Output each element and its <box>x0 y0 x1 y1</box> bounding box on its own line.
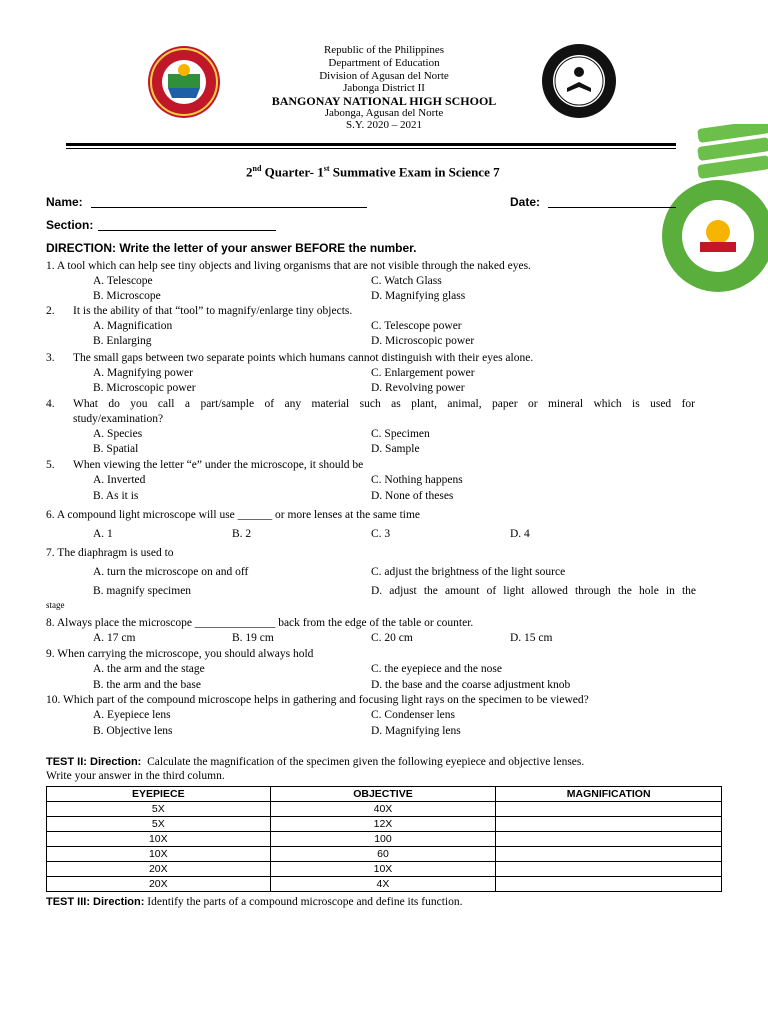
q3-option-a: A. Magnifying power <box>93 367 193 379</box>
q8-option-d: D. 15 cm <box>510 632 553 644</box>
q9-option-d: D. the base and the coarse adjustment knob <box>371 679 571 691</box>
objective-cell: 10X <box>270 862 496 877</box>
magnification-answer-cell[interactable] <box>496 877 722 892</box>
q3-option-b: B. Microscopic power <box>93 382 196 394</box>
test3-label: TEST III: Direction: <box>46 896 145 908</box>
q5-option-c: C. Nothing happens <box>371 474 463 486</box>
q5-option-b: B. As it is <box>93 490 139 502</box>
q1-option-b: B. Microscope <box>93 290 161 302</box>
magnification-table <box>46 786 722 892</box>
school-year: S.Y. 2020 – 2021 <box>346 119 422 131</box>
q9-option-a: A. the arm and the stage <box>93 663 205 675</box>
question-9: 9. When carrying the microscope, you should always hold <box>46 648 314 660</box>
name-field[interactable] <box>91 197 367 208</box>
eyepiece-cell: 5X <box>47 802 271 817</box>
section-field[interactable] <box>98 220 276 231</box>
question-4: What do you call a part/sample of any material such as plant, animal, paper or mineral which is used for <box>73 398 695 410</box>
eyepiece-cell: 5X <box>47 817 271 832</box>
col-eyepiece-header: EYEPIECE <box>47 787 271 802</box>
header-rule-thick <box>66 143 676 146</box>
q8-option-b: B. 19 cm <box>232 632 274 644</box>
header-republic: Republic of the Philippines <box>323 44 445 56</box>
q10-option-c: C. Condenser lens <box>371 709 456 721</box>
table-row <box>47 877 722 892</box>
question-10: 10. Which part of the compound microscope helps in gathering and focusing light rays on the specimen to be viewed? <box>46 694 589 706</box>
test2-direction <box>46 756 584 768</box>
test3-text: Identify the parts of a compound microscope and define its function. <box>147 896 463 908</box>
magnification-answer-cell[interactable] <box>496 832 722 847</box>
test2-text-cont: Write your answer in the third column. <box>46 770 225 782</box>
q4-number: 4. <box>46 398 55 410</box>
q2-option-c: C. Telescope power <box>371 320 462 332</box>
q6-option-a: A. 1 <box>93 528 113 540</box>
q4-option-b: B. Spatial <box>93 443 139 455</box>
q10-option-a: A. Eyepiece lens <box>93 709 171 721</box>
q2-number: 2. <box>46 305 55 317</box>
question-8: 8. Always place the microscope ______________ back from the edge of the table or counter. <box>46 617 474 629</box>
q6-option-c: C. 3 <box>371 528 391 540</box>
q7-option-b: B. magnify specimen <box>93 585 192 597</box>
magnification-answer-cell[interactable] <box>496 847 722 862</box>
table-header-row <box>47 787 722 802</box>
section-label: Section: <box>46 218 94 232</box>
col-magnification-header: MAGNIFICATION <box>496 787 722 802</box>
objective-cell: 60 <box>270 847 496 862</box>
q4-option-d: D. Sample <box>371 443 420 455</box>
q2-option-d: D. Microscopic power <box>371 335 475 347</box>
q7-option-d-cont: stage <box>46 600 65 610</box>
q1-option-c: C. Watch Glass <box>371 275 442 287</box>
test3-direction <box>46 896 462 908</box>
q8-option-a: A. 17 cm <box>93 632 136 644</box>
q3-option-c: C. Enlargement power <box>371 367 475 379</box>
objective-cell: 4X <box>270 877 496 892</box>
question-6: 6. A compound light microscope will use ______ or more lenses at the same time <box>46 509 421 521</box>
date-field[interactable] <box>548 197 676 208</box>
q6-option-d: D. 4 <box>510 528 530 540</box>
q10-option-b: B. Objective lens <box>93 725 173 737</box>
question-1: 1. A tool which can help see tiny objects and living organisms that are not visible through the naked eyes. <box>46 260 531 272</box>
question-5: When viewing the letter “e” under the microscope, it should be <box>73 459 364 471</box>
q4-option-a: A. Species <box>93 428 143 440</box>
header-division: Division of Agusan del Norte <box>319 70 449 82</box>
school-name: BANGONAY NATIONAL HIGH SCHOOL <box>271 94 497 108</box>
q7-option-a: A. turn the microscope on and off <box>93 566 249 578</box>
test2-label: TEST II: Direction: <box>46 756 142 768</box>
eyepiece-cell: 10X <box>47 832 271 847</box>
objective-cell: 100 <box>270 832 496 847</box>
exam-title: 2nd Quarter- 1st Summative Exam in Science 7 <box>246 164 500 180</box>
question-4-cont: study/examination? <box>73 413 164 425</box>
q10-option-d: D. Magnifying lens <box>371 725 461 737</box>
table-row <box>47 832 722 847</box>
q8-option-c: C. 20 cm <box>371 632 413 644</box>
objective-cell: 40X <box>270 802 496 817</box>
q5-option-a: A. Inverted <box>93 474 146 486</box>
col-objective-header: OBJECTIVE <box>270 787 496 802</box>
magnification-answer-cell[interactable] <box>496 802 722 817</box>
eyepiece-cell: 20X <box>47 877 271 892</box>
name-label: Name: <box>46 195 83 209</box>
date-label: Date: <box>510 195 541 209</box>
q2-option-a: A. Magnification <box>93 320 173 332</box>
magnification-answer-cell[interactable] <box>496 817 722 832</box>
q9-option-c: C. the eyepiece and the nose <box>371 663 502 675</box>
header-district: Jabonga District II <box>343 82 425 94</box>
header-rule-thin <box>66 148 676 149</box>
q5-number: 5. <box>46 459 55 471</box>
q5-option-d: D. None of theses <box>371 490 454 502</box>
q3-number: 3. <box>46 352 55 364</box>
table-row <box>47 862 722 877</box>
q1-option-d: D. Magnifying glass <box>371 290 466 302</box>
magnification-answer-cell[interactable] <box>496 862 722 877</box>
school-address: Jabonga, Agusan del Norte <box>324 107 444 119</box>
test2-text: Calculate the magnification of the specimen given the following eyepiece and objective lenses. <box>147 756 585 768</box>
question-3: The small gaps between two separate points which humans cannot distinguish with their eyes alone. <box>73 352 534 364</box>
q7-option-d: D. adjust the amount of light allowed through the hole in the <box>371 585 696 597</box>
header-department: Department of Education <box>328 57 440 69</box>
q4-option-c: C. Specimen <box>371 428 430 440</box>
table-row <box>47 847 722 862</box>
q1-option-a: A. Telescope <box>93 275 153 287</box>
table-row <box>47 817 722 832</box>
direction-text: DIRECTION: Write the letter of your answer BEFORE the number. <box>46 241 417 255</box>
question-2: It is the ability of that “tool” to magnify/enlarge tiny objects. <box>73 305 353 317</box>
school-watermark-seal <box>660 124 768 294</box>
q3-option-d: D. Revolving power <box>371 382 465 394</box>
q2-option-b: B. Enlarging <box>93 335 152 347</box>
table-row <box>47 802 722 817</box>
objective-cell: 12X <box>270 817 496 832</box>
eyepiece-cell: 20X <box>47 862 271 877</box>
eyepiece-cell: 10X <box>47 847 271 862</box>
q6-option-b: B. 2 <box>232 528 252 540</box>
question-7: 7. The diaphragm is used to <box>46 547 174 559</box>
q9-option-b: B. the arm and the base <box>93 679 201 691</box>
q7-option-c: C. adjust the brightness of the light source <box>371 566 566 578</box>
